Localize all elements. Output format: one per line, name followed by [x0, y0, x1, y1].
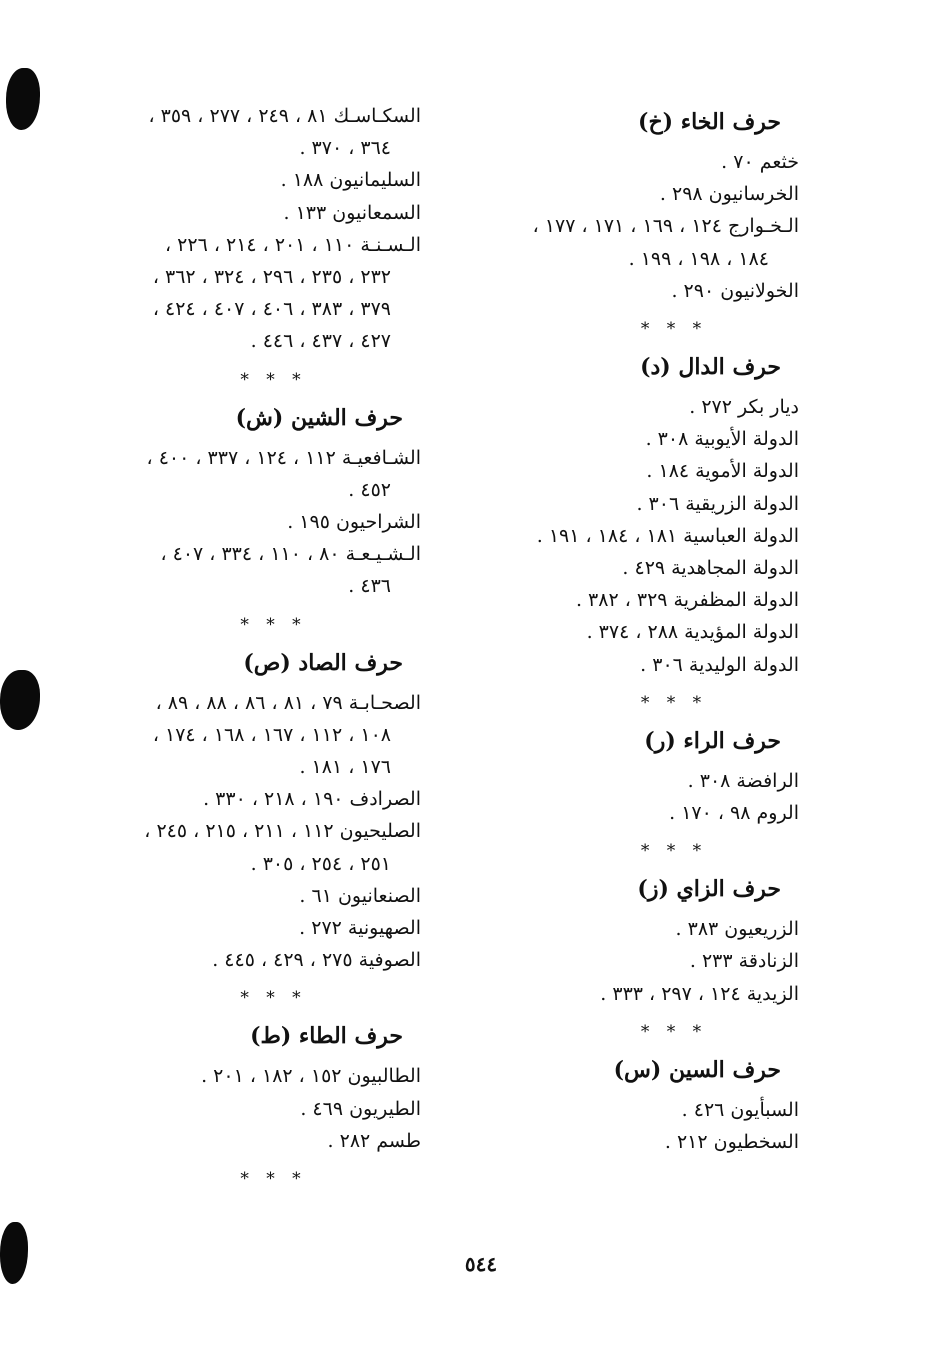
entry-line: الدولة العباسية ١٨١ ، ١٨٤ ، ١٩١ . [536, 524, 799, 547]
section-separator: * * * [640, 841, 708, 862]
entry-line: الدولة المظفرية ٣٢٩ ، ٣٨٢ . [575, 589, 799, 612]
entry-line: الـخـوارج ١٢٤ ، ١٦٩ ، ١٧١ ، ١٧٧ ، [532, 215, 799, 238]
entry-continuation-line: ٤٢٧ ، ٤٣٧ ، ٤٤٦ . [250, 330, 391, 353]
index-entry [469, 584, 799, 616]
entry-line: الصوفية ٢٧٥ ، ٤٢٩ ، ٤٤٥ . [212, 949, 421, 972]
index-entry [96, 197, 421, 229]
index-section [96, 649, 421, 1015]
index-section [96, 100, 421, 396]
entry-line: خثعم ٧٠ . [721, 151, 799, 173]
section-heading: حرف الصاد (ص) [243, 649, 403, 676]
entry-continuation-line: ٤٣٦ . [348, 575, 391, 598]
section-separator: * * * [240, 988, 307, 1009]
entry-continuation-line: ٣٦٤ ، ٣٧٠ . [299, 137, 391, 160]
index-entry [96, 442, 421, 506]
entry-line: الخرسانيون ٢٩٨ . [659, 183, 799, 206]
index-entry [469, 978, 799, 1010]
section-separator: * * * [240, 369, 307, 390]
index-section [469, 353, 799, 719]
index-entry [96, 506, 421, 538]
index-entry [469, 210, 799, 274]
index-entry [96, 880, 421, 912]
entry-line: الدولة المجاهدية ٤٢٩ . [622, 557, 799, 580]
entry-line: الصنعانيون ٦١ . [299, 884, 421, 907]
entry-line: الشـافعيـة ١١٢ ، ١٢٤ ، ٣٣٧ ، ٤٠٠ ، [146, 446, 421, 469]
index-entry [469, 520, 799, 552]
section-separator: * * * [640, 1021, 708, 1042]
section-separator: * * * [640, 692, 708, 713]
index-section [469, 875, 799, 1048]
index-section [96, 1022, 421, 1195]
index-entry [469, 178, 799, 210]
entry-line: الروم ٩٨ ، ١٧٠ . [669, 802, 799, 825]
index-section [469, 727, 799, 867]
entry-continuation-line: ١٧٦ ، ١٨١ . [299, 756, 391, 779]
entry-line: السكـاسـك ٨١ ، ٢٤٩ ، ٢٧٧ ، ٣٥٩ ، [148, 105, 421, 127]
entry-line: الصرادف ١٩٠ ، ٢١٨ ، ٣٣٠ . [203, 788, 421, 811]
entry-line: السمعانيون ١٣٣ . [283, 201, 421, 224]
index-entry [469, 146, 799, 178]
entry-line: الشراحيون ١٩٥ . [287, 511, 421, 534]
entry-continuation-line: ١٨٤ ، ١٩٨ ، ١٩٩ . [628, 247, 769, 270]
section-heading: حرف الشين (ش) [235, 404, 403, 431]
index-entry [96, 815, 421, 879]
index-entry [96, 687, 421, 784]
entry-continuation-line: ٤٥٢ . [348, 478, 391, 501]
section-heading: حرف الزاي (ز) [637, 876, 781, 903]
index-entry [469, 945, 799, 977]
section-heading: حرف الخاء (خ) [638, 109, 781, 135]
entry-line: الطالبيون ١٥٢ ، ١٨٢ ، ٢٠١ . [201, 1065, 421, 1088]
entry-line: الدولة الأموية ١٨٤ . [646, 460, 799, 483]
index-entry [469, 1126, 799, 1158]
entry-line: الطيريون ٤٦٩ . [300, 1097, 421, 1120]
index-entry [96, 1093, 421, 1125]
index-entry [469, 552, 799, 584]
entry-line: الزنادقة ٢٣٣ . [689, 950, 799, 973]
ink-blot [6, 68, 40, 130]
section-separator: * * * [640, 319, 708, 340]
index-entry [96, 538, 421, 602]
section-separator: * * * [240, 614, 307, 635]
section-heading: حرف الطاء (ط) [250, 1023, 403, 1050]
index-entry [469, 391, 799, 423]
entry-line: الصهيونية ٢٧٢ . [299, 917, 421, 940]
index-entry [469, 455, 799, 487]
index-section [469, 108, 799, 345]
entry-line: الدولة الوليدية ٣٠٦ . [640, 653, 799, 676]
index-entry [96, 229, 421, 358]
entry-continuation-line: ٢٣٢ ، ٢٣٥ ، ٢٩٦ ، ٣٢٤ ، ٣٦٢ ، [152, 266, 391, 289]
entry-line: الدولة المؤيدية ٢٨٨ ، ٣٧٤ . [586, 621, 799, 644]
section-heading: حرف السين (س) [613, 1056, 781, 1083]
index-entry [469, 797, 799, 829]
entry-line: ديار بكر ٢٧٢ . [689, 396, 799, 419]
index-entry [96, 1125, 421, 1157]
index-entry [469, 488, 799, 520]
index-entry [469, 649, 799, 681]
section-separator: * * * [240, 1169, 307, 1190]
index-column-left [96, 100, 421, 1203]
index-entry [96, 1060, 421, 1092]
index-entry [469, 913, 799, 945]
entry-line: الزيدية ١٢٤ ، ٢٩٧ ، ٣٣٣ . [600, 982, 799, 1005]
entry-line: الـسـنـة ١١٠ ، ٢٠١ ، ٢١٤ ، ٢٢٦ ، [164, 233, 421, 256]
index-entry [469, 616, 799, 648]
index-entry [96, 783, 421, 815]
entry-line: الدولة الزريقية ٣٠٦ . [636, 492, 799, 515]
entry-line: الدولة الأيوبية ٣٠٨ . [645, 428, 799, 451]
entry-line: الصحـابـة ٧٩ ، ٨١ ، ٨٦ ، ٨٨ ، ٨٩ ، [155, 691, 421, 714]
entry-continuation-line: ١٠٨ ، ١١٢ ، ١٦٧ ، ١٦٨ ، ١٧٤ ، [152, 723, 391, 746]
entry-line: السبأيون ٤٢٦ . [681, 1098, 799, 1121]
index-entry [469, 275, 799, 307]
index-entry [96, 912, 421, 944]
entry-line: السخطيون ٢١٢ . [664, 1131, 799, 1154]
index-entry [469, 1094, 799, 1126]
entry-line: السليمانيون ١٨٨ . [280, 169, 421, 192]
entry-line: الزريعيون ٣٨٣ . [675, 918, 799, 941]
entry-continuation-line: ٣٧٩ ، ٣٨٣ ، ٤٠٦ ، ٤٠٧ ، ٤٢٤ ، [152, 298, 391, 321]
index-entry [96, 164, 421, 196]
entry-line: الخولانيون ٢٩٠ . [671, 279, 799, 302]
index-entry [96, 944, 421, 976]
index-entry [469, 765, 799, 797]
index-column-right [469, 100, 799, 1158]
entry-line: الصليحيون ١١٢ ، ٢١١ ، ٢١٥ ، ٢٤٥ ، [144, 820, 421, 843]
index-entry [469, 423, 799, 455]
entry-continuation-line: ٢٥١ ، ٢٥٤ ، ٣٠٥ . [250, 852, 391, 875]
ink-blot [0, 670, 40, 730]
entry-line: الـشـيـعـة ٨٠ ، ١١٠ ، ٣٣٤ ، ٤٠٧ ، [160, 543, 421, 566]
index-section [469, 1056, 799, 1158]
page-number: ٥٤٤ [464, 1252, 498, 1276]
section-heading: حرف الدال (د) [640, 354, 781, 381]
index-section [96, 404, 421, 641]
section-heading: حرف الراء (ر) [644, 727, 781, 754]
entry-line: الرافضة ٣٠٨ . [687, 769, 799, 792]
entry-line: طسم ٢٨٢ . [327, 1129, 421, 1152]
index-entry [96, 100, 421, 164]
